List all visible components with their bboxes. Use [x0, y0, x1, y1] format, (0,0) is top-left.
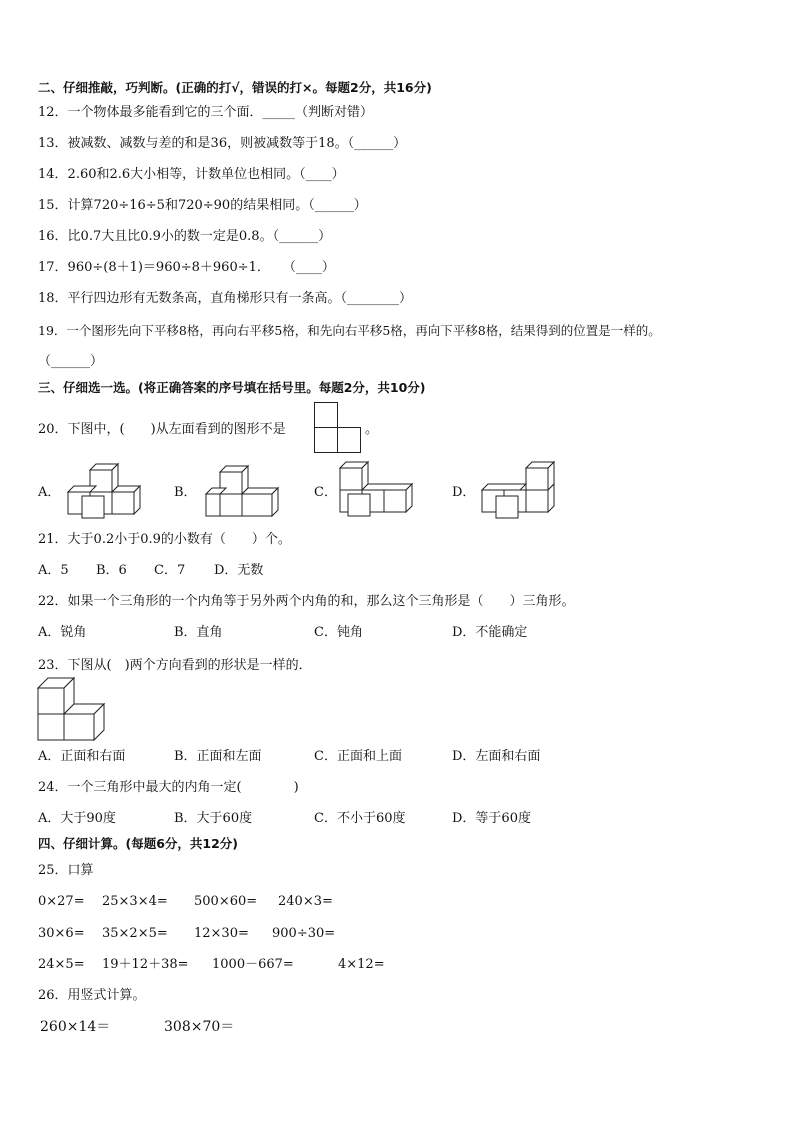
q21-option-b: B．6 — [96, 563, 127, 578]
question-19: 19．一个图形先向下平移8格，再向右平移5格，和先向右平移5格，再向下平移8格，结果得到的位置是一样的。 — [38, 323, 661, 338]
q23-cube-figure — [38, 678, 108, 740]
q23-option-a: A．正面和右面 — [38, 749, 126, 764]
q20-option-a-label: A． — [38, 485, 61, 500]
question-14: 14．2.60和2.6大小相等，计数单位也相同。（____） — [38, 167, 345, 182]
question-20-text: 20．下图中，( )从左面看到的图形不是 — [38, 422, 286, 437]
oral-calc-item: 4×12= — [338, 957, 385, 972]
q22-option-c: C．钝角 — [314, 625, 363, 640]
question-19-blank: （______） — [38, 354, 104, 369]
section-3-heading: 三、仔细选一选。(将正确答案的序号填在括号里。每题2分，共10分) — [38, 380, 426, 395]
q24-option-a: A．大于90度 — [38, 811, 116, 826]
question-17: 17．960÷(8＋1)＝960÷8＋960÷1． （____） — [38, 260, 335, 275]
question-25-text: 25．口算 — [38, 863, 94, 878]
q20-reference-shape — [314, 402, 362, 454]
q22-option-b: B．直角 — [174, 625, 223, 640]
q24-option-d: D．等于60度 — [452, 811, 531, 826]
q22-option-a: A．锐角 — [38, 625, 87, 640]
question-18: 18．平行四边形有无数条高，直角梯形只有一条高。（________） — [38, 291, 413, 306]
q23-option-c: C．正面和上面 — [314, 749, 402, 764]
oral-calc-item: 0×27= — [38, 894, 85, 909]
q20-option-d-label: D． — [452, 485, 476, 500]
section-4-heading: 四、仔细计算。(每题6分，共12分) — [38, 836, 239, 851]
oral-calc-item: 25×3×4= — [102, 894, 168, 909]
section-2-heading: 二、仔细推敲，巧判断。(正确的打√，错误的打×。每题2分，共16分) — [38, 80, 432, 95]
q20-option-c-figure — [340, 462, 420, 520]
q21-option-c: C．7 — [154, 563, 186, 578]
q24-option-c: C．不小于60度 — [314, 811, 406, 826]
vertical-calc-item-1: 260×14＝ — [40, 1019, 111, 1035]
question-15: 15．计算720÷16÷5和720÷90的结果相同。（______） — [38, 198, 367, 213]
question-12: 12．一个物体最多能看到它的三个面．_____（判断对错） — [38, 105, 374, 120]
oral-calc-item: 19＋12＋38= — [102, 957, 189, 972]
oral-calc-item: 500×60= — [194, 894, 258, 909]
q24-option-b: B．大于60度 — [174, 811, 253, 826]
oral-calc-item: 24×5= — [38, 957, 85, 972]
q20-option-b-label: B． — [174, 485, 197, 500]
question-22-text: 22．如果一个三角形的一个内角等于另外两个内角的和，那么这个三角形是（ ）三角形。 — [38, 594, 575, 609]
q20-option-a-figure — [68, 462, 158, 520]
question-26-text: 26．用竖式计算。 — [38, 988, 146, 1003]
oral-calc-item: 12×30= — [194, 926, 249, 941]
oral-calc-item: 35×2×5= — [102, 926, 168, 941]
question-23-text: 23．下图从( )两个方向看到的形状是一样的． — [38, 658, 312, 673]
q20-option-d-figure — [482, 462, 562, 520]
question-16: 16．比0.7大且比0.9小的数一定是0.8。（______） — [38, 229, 332, 244]
oral-calc-item: 240×3= — [278, 894, 333, 909]
q22-option-d: D．不能确定 — [452, 625, 528, 640]
oral-calc-item: 30×6= — [38, 926, 85, 941]
oral-calc-item: 900÷30= — [272, 926, 336, 941]
q23-option-d: D．左面和右面 — [452, 749, 541, 764]
q21-option-a: A．5 — [38, 563, 69, 578]
q20-option-b-figure — [206, 466, 286, 520]
q21-option-d: D．无数 — [214, 563, 264, 578]
q23-option-b: B．正面和左面 — [174, 749, 262, 764]
oral-calc-item: 1000－667= — [212, 957, 294, 972]
question-21-text: 21．大于0.2小于0.9的小数有（ ）个。 — [38, 532, 291, 547]
question-20-end: 。 — [365, 422, 379, 437]
question-13: 13．被减数、减数与差的和是36，则被减数等于18。（______） — [38, 136, 407, 151]
q20-option-c-label: C． — [314, 485, 337, 500]
question-24-text: 24．一个三角形中最大的内角一定( ) — [38, 780, 299, 795]
vertical-calc-item-2: 308×70＝ — [164, 1019, 235, 1035]
